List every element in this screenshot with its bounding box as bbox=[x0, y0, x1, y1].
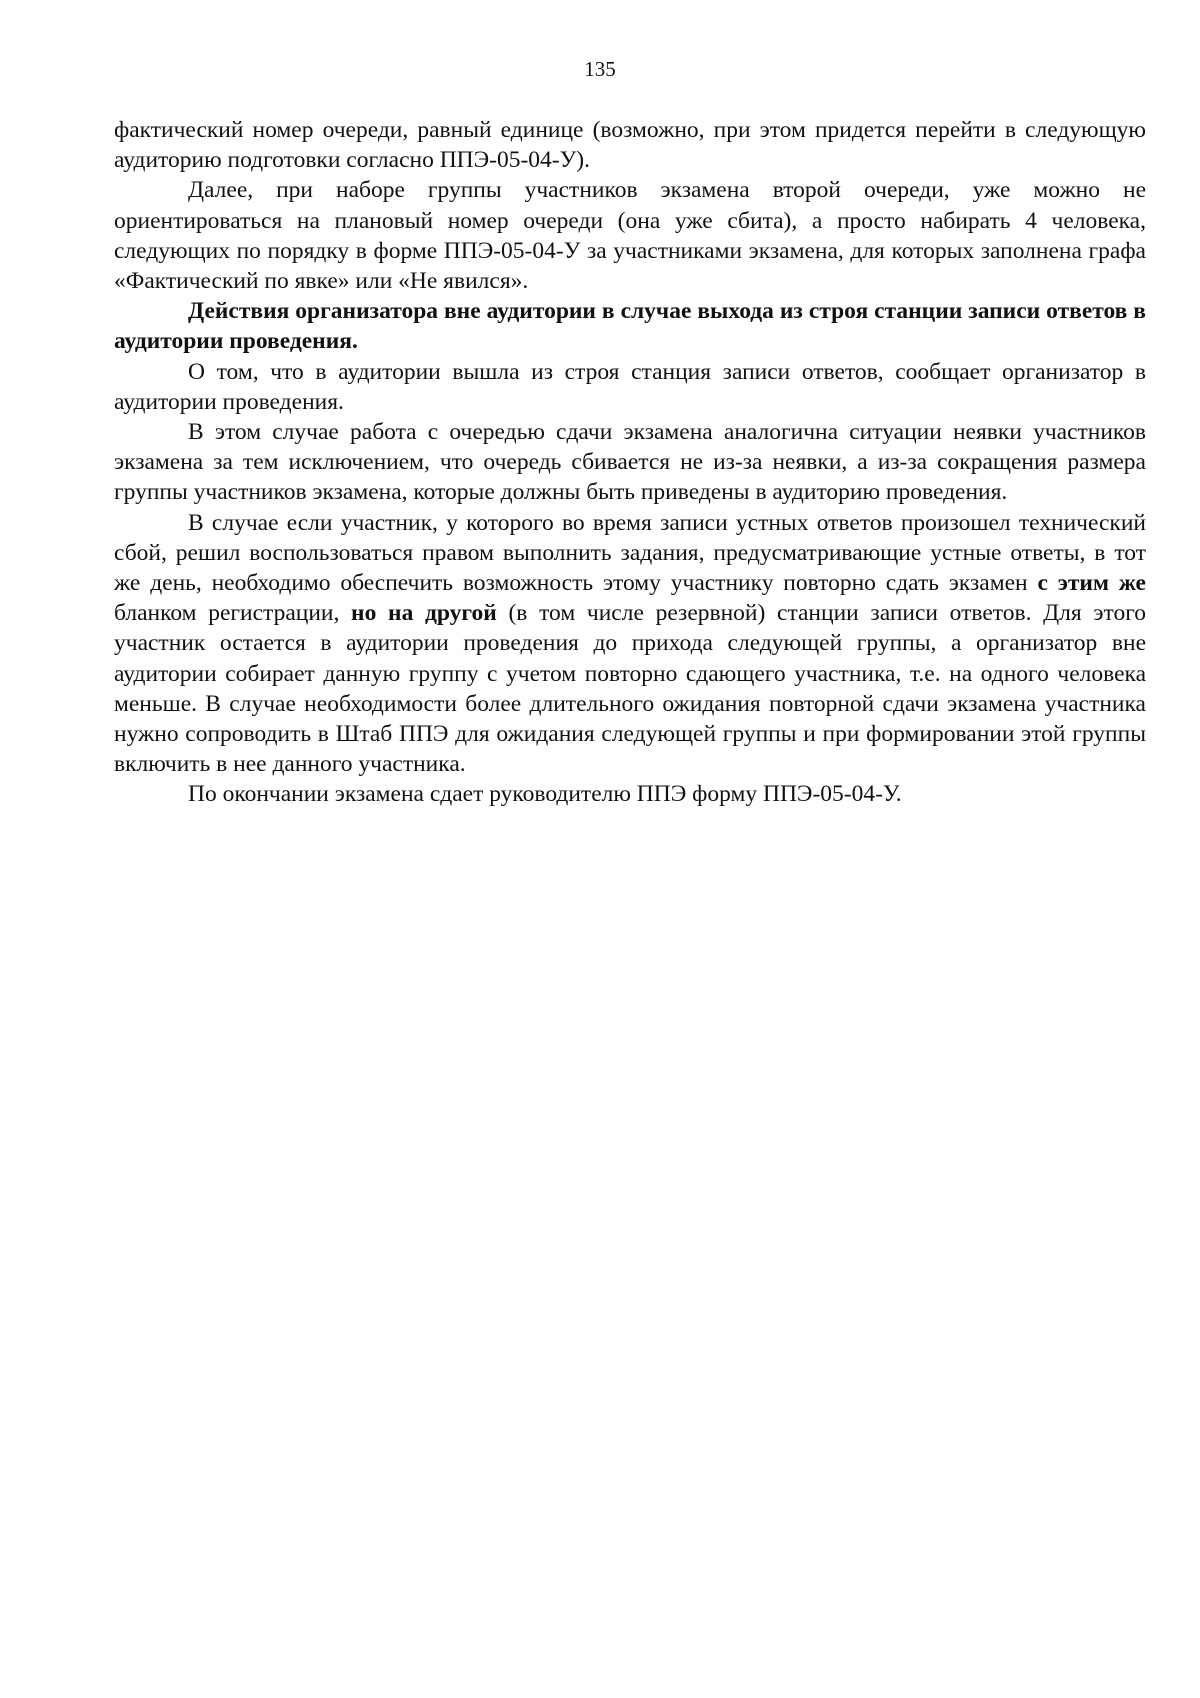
paragraph bbox=[114, 175, 1146, 296]
text-run: В этом случае работа с очередью сдачи экзамена аналогична ситуации неявки участников экзамена за тем исключением, что очередь сбивается не из-за неявки, а из-за сокращения размера группы участников экзамена, которые должны быть приведены в аудиторию проведения. bbox=[114, 419, 1146, 506]
bold-text-run: но на другой bbox=[351, 600, 497, 627]
paragraph bbox=[114, 115, 1146, 175]
body-text bbox=[114, 115, 1146, 810]
text-run: бланком регистрации, bbox=[114, 600, 352, 627]
text-run: (в том числе резервной) станции записи ответов. Для этого участник остается в аудитории проведения до прихода следующей группы, а организатор вне аудитории собирает данную группу с учетом повторно сдающего участника, т.е. на одного человека меньше. В случае необходимости более длительного ожидания повторной сдачи экзамена участника нужно сопроводить в Штаб ППЭ для ожидания следующей группы и при формировании этой группы включить в нее данного участника. bbox=[114, 600, 1146, 778]
text-run: Далее, при наборе группы участников экзамена второй очереди, уже можно не ориентироваться на плановый номер очереди (она уже сбита), а просто набирать 4 человека, следующих по порядку в форме ППЭ-05-04-У за участниками экзамена, для которых заполнена графа «Фактический по явке» или «Не явился». bbox=[114, 177, 1146, 295]
text-run: По окончании экзамена сдает руководителю ППЭ форму ППЭ-05-04-У. bbox=[188, 781, 902, 808]
text-run: О том, что в аудитории вышла из строя станция записи ответов, сообщает организатор в аудитории проведения. bbox=[114, 358, 1146, 415]
paragraph bbox=[114, 417, 1146, 508]
text-run: фактический номер очереди, равный единице (возможно, при этом придется перейти в следующую аудиторию подготовки согласно ППЭ-05-04-У). bbox=[114, 117, 1146, 174]
text-run: В случае если участник, у которого во время записи устных ответов произошел технический сбой, решил воспользоваться правом выполнить задания, предусматривающие устные ответы, в тот же день, необходимо обеспечить возможность этому участнику повторно сдать экзамен bbox=[114, 509, 1146, 597]
bold-text-run: Действия организатора вне аудитории в случае выхода из строя станции записи ответов в аудитории проведения. bbox=[114, 298, 1146, 355]
paragraph bbox=[114, 508, 1146, 780]
paragraph bbox=[114, 357, 1146, 417]
paragraph bbox=[114, 296, 1146, 356]
paragraph bbox=[114, 779, 1146, 809]
page-number: 135 bbox=[584, 57, 616, 81]
bold-text-run: с этим же bbox=[1037, 570, 1146, 597]
